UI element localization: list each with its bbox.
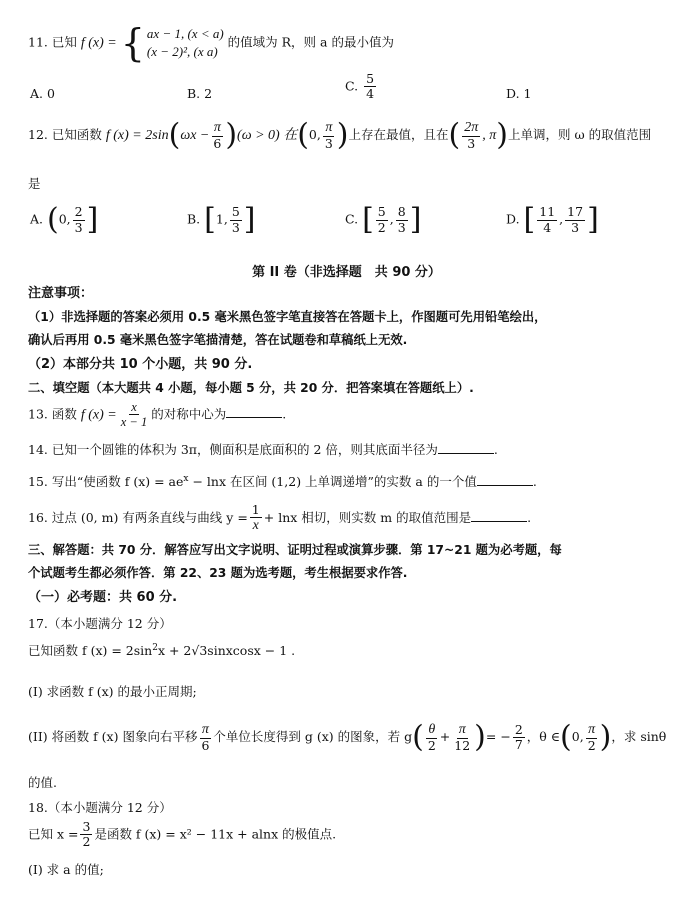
q17-part2-zero: 0, — [571, 729, 584, 745]
section-3-line-c: （一）必考题：共 60 分. — [28, 590, 178, 605]
q11-tail: 的值域为 R，则 a 的最小值为 — [227, 34, 394, 50]
q11-option-d: D. 1 — [506, 86, 532, 101]
paren-symbol: ( — [47, 202, 59, 237]
q15-superscript: x — [183, 473, 189, 484]
q17-part2-six: 6 — [201, 738, 210, 754]
brace-symbol: { — [120, 21, 145, 65]
q18-given-den: 2 — [82, 834, 91, 850]
q17-given-pre: 已知函数 f (x) = 2sin — [28, 643, 153, 659]
q16-numerator: 1 — [251, 502, 260, 517]
q16-end: . — [527, 510, 532, 526]
q17-part2-pre: (II) 将函数 f (x) 图象向右平移 — [28, 729, 198, 745]
q17-given — [28, 643, 675, 658]
q12-inner: ωx − — [180, 128, 210, 144]
paren-symbol: ( — [560, 719, 572, 755]
q17-part2-plus: + — [439, 729, 451, 745]
question-13 — [28, 400, 675, 430]
q12-option-b-den: 3 — [231, 219, 240, 235]
q17-part2-pi: π — [457, 722, 468, 739]
q18-given — [28, 820, 675, 850]
bracket-symbol: [ — [523, 202, 536, 237]
q12-interval2-right: , π — [482, 128, 497, 144]
q18-given-pre: 已知 x = — [28, 826, 79, 842]
q12-option-a-den: 3 — [74, 219, 83, 235]
q17-part2-line2: 的值. — [28, 775, 57, 790]
paren-symbol: ) — [474, 719, 486, 755]
q17-part2-two: 2 — [587, 738, 596, 754]
q12-three: 3 — [467, 136, 476, 152]
question-12 — [28, 117, 675, 153]
q12-two-pi: 2π — [462, 120, 480, 137]
q15-rest: − lnx 在区间 (1,2) 上单调递增”的实数 a 的一个值 — [188, 474, 477, 489]
q17-part2-seven: 7 — [514, 737, 523, 753]
q11-case-2: (x − 2)², (x a) — [146, 44, 218, 59]
q11-lead: 已知 — [51, 34, 77, 50]
section-2-title: 二、填空题（本大题共 4 小题，每小题 5 分，共 20 分．把答案填在答题纸上）. — [28, 381, 474, 395]
q17-part2-two: 2 — [427, 738, 436, 754]
paren-symbol: ( — [448, 117, 461, 153]
question-11 — [28, 21, 675, 65]
q12-option-b-num: 5 — [231, 204, 240, 220]
q12-option-c: C. [ $\frac{5}{2}$ , $\frac{8}{3}$ ] — [345, 202, 422, 237]
q18-part1: (I) 求 a 的值; — [28, 862, 104, 877]
q14-text: 14. 已知一个圆锥的体积为 3π，侧面积是底面积的 2 倍，则其底面半径为 — [28, 442, 438, 457]
q16-post: + lnx 相切，则实数 m 的取值范围是 — [263, 510, 472, 526]
q14-answer-blank[interactable] — [438, 441, 494, 454]
q12-option-a-num: 2 — [74, 204, 83, 220]
q17-part2-theta: θ — [426, 722, 437, 739]
bracket-symbol: [ — [204, 202, 216, 237]
bracket-symbol: ] — [243, 202, 256, 237]
paren-symbol: ) — [225, 117, 238, 153]
q18-heading: 18.（本小题满分 12 分） — [28, 800, 172, 815]
question-14 — [28, 441, 675, 457]
q11-option-c-num: 5 — [366, 71, 375, 86]
notice-1a: （1）非选择题的答案必须用 0.5 毫米黑色签字笔直接答在答题卡上，作图题可先用铅笔绘出， — [28, 310, 547, 324]
q17-part2-twelve: 12 — [454, 738, 471, 754]
q12-option-d: D. [ $\frac{11}{4}$ , $\frac{17}{3}$ ] — [506, 202, 599, 237]
q11-option-b: B. 2 — [187, 86, 213, 101]
q17-part2-in: ，θ ∈ — [526, 729, 561, 745]
q12-option-c-n1: 5 — [377, 204, 386, 220]
q17-part1: (I) 求函数 f (x) 的最小正周期; — [28, 684, 197, 699]
q13-number: 13. — [28, 406, 48, 422]
q15-answer-blank[interactable] — [477, 473, 533, 486]
q13-end: . — [282, 406, 287, 422]
q16-answer-blank[interactable] — [471, 509, 527, 522]
q12-pi: π — [212, 120, 223, 137]
q16-denominator: x — [252, 518, 259, 534]
q12-line2: 是 — [28, 176, 41, 191]
q12-option-a-label: A. — [30, 211, 44, 227]
q17-heading: 17.（本小题满分 12 分） — [28, 616, 172, 631]
q13-lead: 函数 — [51, 406, 77, 422]
q12-number: 12. — [28, 127, 48, 143]
notice-title: 注意事项： — [28, 286, 94, 301]
q17-given-post: x + 2√3sinxcosx − 1 . — [157, 643, 296, 659]
paren-symbol: ( — [168, 117, 181, 153]
q12-option-a — [30, 202, 99, 237]
q13-tail: 的对称中心为 — [151, 406, 227, 422]
q12-lead: 已知函数 — [51, 127, 102, 143]
q11-function: f (x) = — [80, 35, 117, 51]
q13-denominator: x − 1 — [120, 415, 148, 430]
bracket-symbol: ] — [587, 202, 599, 237]
paren-symbol: ) — [336, 117, 349, 153]
q13-answer-blank[interactable] — [226, 405, 282, 418]
q12-option-c-d2: 3 — [397, 219, 406, 235]
q17-part2-mid: 个单位长度得到 g (x) 的图象，若 g — [213, 729, 413, 745]
q12-option-b-left: 1, — [215, 211, 228, 227]
q12-option-a-left: 0, — [58, 211, 71, 227]
q12-three: 3 — [324, 136, 333, 152]
q11-case-1: ax − 1, (x < a) — [146, 26, 224, 42]
q12-option-d-label: D. — [506, 211, 520, 227]
q18-given-num: 3 — [82, 819, 91, 834]
bracket-symbol: [ — [362, 202, 374, 237]
q14-end: . — [493, 442, 498, 457]
q16-pre: 16. 过点 (0, m) 有两条直线与曲线 y = — [28, 510, 248, 526]
q12-tail: 上单调，则 ω 的取值范围 — [508, 127, 652, 143]
q17-part2 — [28, 719, 675, 755]
q12-interval1-left: 0, — [308, 127, 321, 143]
notice-1b: 确认后再用 0.5 毫米黑色签字笔描清楚，答在试题卷和草稿纸上无效. — [28, 333, 408, 347]
q12-middle: 上存在最值，且在 — [348, 127, 449, 143]
q12-six: 6 — [213, 136, 222, 152]
q13-numerator: x — [131, 400, 137, 414]
paren-symbol: ( — [412, 719, 424, 755]
notice-2: （2）本部分共 10 个小题，共 90 分. — [28, 357, 253, 372]
q17-part2-eq: = − — [485, 729, 511, 745]
paren-symbol: ) — [599, 719, 612, 755]
q12-pi: π — [323, 120, 334, 137]
q12-option-d-n2: 17 — [567, 204, 584, 220]
q12-option-d-d2: 3 — [571, 219, 580, 235]
bracket-symbol: ] — [86, 202, 99, 237]
q15-end: . — [532, 474, 537, 489]
bracket-symbol: ] — [409, 202, 422, 237]
paren-symbol: ) — [496, 117, 508, 153]
q13-function: f (x) = — [80, 407, 117, 423]
paren-symbol: ( — [297, 117, 309, 153]
q12-option-d-n1: 11 — [539, 204, 556, 220]
q17-part2-two: 2 — [514, 721, 523, 737]
q12-option-c-n2: 8 — [397, 204, 406, 220]
q12-option-b — [187, 202, 256, 237]
q11-option-a: A. 0 — [30, 86, 55, 101]
q17-part2-pi: π — [200, 722, 211, 739]
q11-piecewise — [120, 21, 224, 65]
q12-option-c-d1: 2 — [377, 219, 386, 235]
q12-option-b-label: B. — [187, 211, 201, 227]
section-3-line-b: 个试题考生都必须作答．第 22、23 题为选考题，考生根据要求作答. — [28, 566, 408, 580]
question-15 — [28, 473, 675, 489]
q17-given-sup: 2 — [152, 643, 158, 653]
q18-given-post: 是函数 f (x) = x² − 11x + alnx 的极值点. — [94, 826, 337, 842]
q12-condition: (ω > 0) 在 — [237, 128, 298, 144]
section-3-line-a: 三、解答题：共 70 分．解答应写出文字说明、证明过程或演算步骤．第 17~21 题为必考题，每 — [28, 543, 562, 557]
q11-option-c-label: C. — [345, 78, 359, 94]
q12-function: f (x) = 2sin — [105, 128, 169, 144]
q17-part2-tail: ，求 sinθ — [611, 729, 667, 745]
q11-option-c-den: 4 — [366, 86, 375, 102]
q11-option-c — [345, 72, 378, 102]
question-16 — [28, 503, 675, 534]
q11-number: 11. — [28, 34, 48, 50]
part2-title: 第 II 卷（非选择题 共 90 分） — [252, 265, 441, 280]
q17-part2-pi: π — [586, 722, 597, 739]
q15-text: 15. 写出“使函数 f (x) = ae — [28, 474, 184, 489]
q12-option-c-label: C. — [345, 211, 359, 227]
q12-option-d-d1: 4 — [543, 219, 552, 235]
